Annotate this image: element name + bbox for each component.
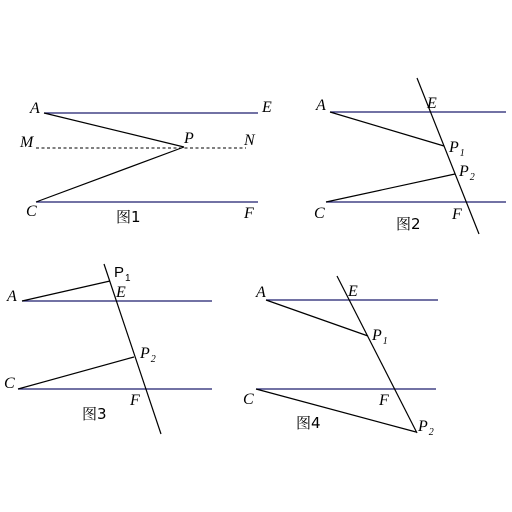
segment-ap1 [22, 281, 110, 301]
label-p1: $P_1$ [372, 327, 388, 347]
caption-figure-1: 图1 [116, 208, 141, 226]
segment-ap1 [266, 300, 368, 336]
figure-2 [314, 78, 506, 234]
label-f: F [130, 392, 140, 409]
segment-cp2 [326, 174, 455, 202]
label-e: E [427, 95, 437, 112]
label-a: A [316, 97, 326, 114]
label-p2: $P_2$ [459, 163, 475, 183]
segment-cp [36, 147, 184, 202]
label-c: C [314, 205, 325, 222]
label-e: E [116, 284, 126, 301]
label-p: P [184, 130, 194, 147]
caption-figure-3: 图3 [82, 405, 107, 423]
label-c: C [243, 391, 254, 408]
figure-1 [19, 99, 272, 226]
label-f: F [452, 206, 462, 223]
segment-cp2 [18, 357, 134, 389]
label-n: N [244, 132, 255, 149]
figure-3 [4, 264, 212, 434]
label-p1: $P_1$ [114, 264, 131, 284]
label-f: F [244, 205, 254, 222]
label-c: C [4, 375, 15, 392]
label-e: E [262, 99, 272, 116]
label-c: C [26, 203, 37, 220]
label-a: A [7, 288, 17, 305]
label-a: A [30, 100, 40, 117]
label-p2: $P_2$ [140, 345, 156, 365]
label-a: A [256, 284, 266, 301]
label-p2: $P_2$ [418, 418, 434, 438]
caption-figure-2: 图2 [396, 215, 421, 233]
caption-figure-4: 图4 [296, 414, 321, 432]
figure-4 [243, 276, 438, 438]
segment-ap [44, 113, 184, 147]
label-f: F [379, 392, 389, 409]
segment-ap1 [330, 112, 444, 146]
segment-cp2 [256, 389, 416, 432]
label-e: E [348, 283, 358, 300]
label-p1: $P_1$ [449, 139, 465, 159]
label-m: M [20, 134, 34, 151]
